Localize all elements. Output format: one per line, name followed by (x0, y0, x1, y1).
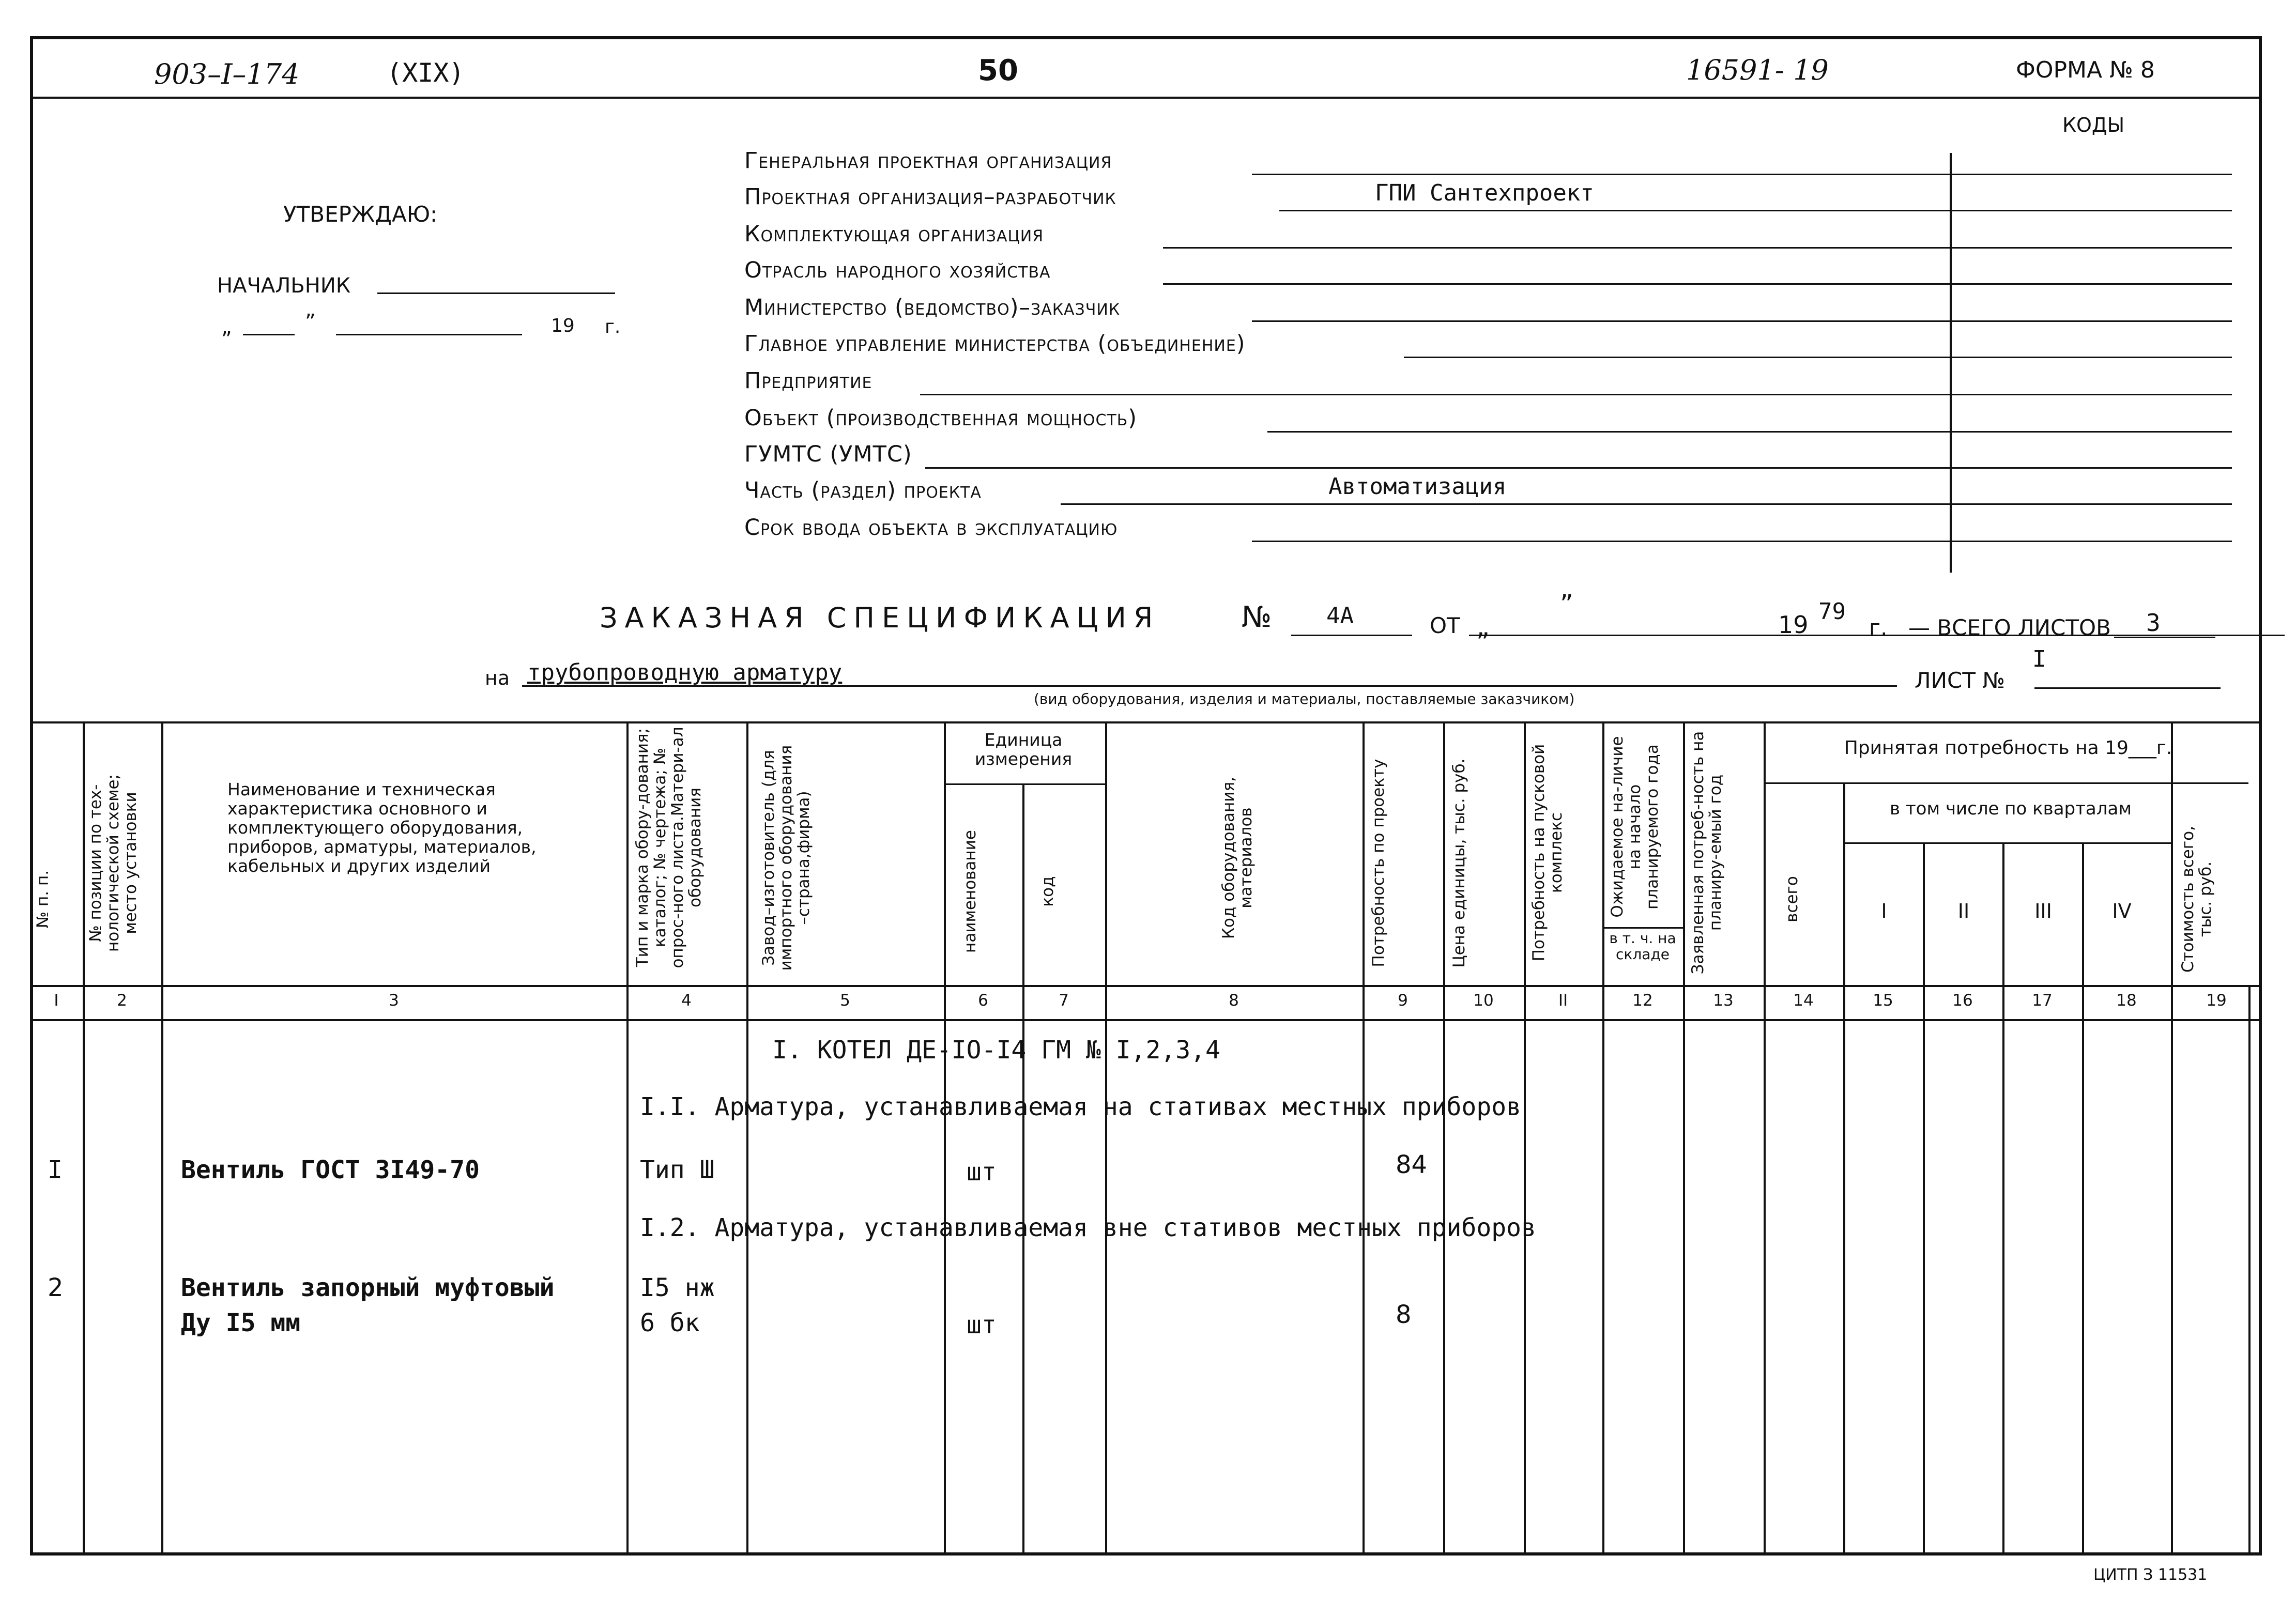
header-c19: Стоимость всего, тыс. руб. (2179, 826, 2215, 973)
column-divider (1443, 721, 1445, 1556)
column-divider (1602, 721, 1604, 1556)
column-number: 14 (1793, 991, 1814, 1010)
spec-year-suffix: г. (1869, 615, 1888, 640)
spec-sheet-line (2034, 687, 2221, 689)
column-divider (1764, 721, 1766, 1556)
column-divider (1923, 842, 1925, 1556)
spec-equipment-caption: (вид оборудования, изделия и материалы, поставляемые заказчиком) (1034, 690, 1575, 707)
column-number: 16 (1952, 991, 1973, 1010)
spec-sheet-label: ЛИСТ № (1915, 668, 2006, 693)
spec-total-sheets-value: 3 (2146, 609, 2161, 637)
spec-on-label: на (485, 667, 510, 689)
row-1-qty: 84 (1396, 1150, 1428, 1179)
date-quote-open: „ (221, 315, 232, 339)
spec-total-sheets-label: — ВСЕГО ЛИСТОВ (1908, 615, 2111, 640)
column-divider (2171, 721, 2173, 1556)
column-number: II (1558, 991, 1568, 1010)
spec-total-sheets-line (2114, 637, 2215, 638)
org-field-line (1252, 320, 2232, 322)
header-divider (30, 97, 2262, 99)
column-divider (1363, 721, 1365, 1556)
column-number: 2 (117, 991, 127, 1010)
header-c17: III (2034, 900, 2052, 922)
row-1-name: Вентиль ГОСТ 3I49-70 (181, 1156, 480, 1184)
spec-quote-1: ” (1560, 589, 1573, 619)
row-1-number: I (48, 1156, 63, 1184)
org-field-label: Объект (производственная мощность) (744, 405, 1138, 431)
org-field-value[interactable]: Автоматизация (1328, 473, 1507, 500)
column-divider (626, 721, 629, 1556)
unit-group-divider (944, 783, 1105, 785)
header-unit-group: Единица измерения (974, 730, 1073, 769)
column-number: 8 (1229, 991, 1239, 1010)
table-header-bottom (30, 985, 2262, 987)
org-field-line (1279, 210, 2232, 211)
quarters-group-divider (1843, 842, 2171, 844)
org-field-line (1252, 174, 2232, 175)
header-c14: всего (1783, 876, 1801, 922)
approve-label: УТВЕРЖДАЮ: (283, 202, 438, 227)
header-c7: код (1038, 876, 1057, 907)
org-field-label: Отрасль народного хозяйства (744, 257, 1051, 283)
header-c2: № позиции по тех-нологической схеме; место установки (86, 774, 141, 952)
column-divider (1683, 721, 1685, 1556)
header-c5: Завод–изготовитель (для импортного оборудования –страна,фирма) (759, 745, 814, 971)
column-number: 6 (978, 991, 988, 1010)
spec-sheet-value: I (2032, 646, 2046, 672)
header-c1: № п. п. (34, 870, 52, 929)
row-2-qty: 8 (1396, 1300, 1412, 1329)
page-number: 50 (978, 54, 1018, 87)
column-number: 17 (2032, 991, 2053, 1010)
org-field-line (1267, 431, 2232, 433)
column-number: 10 (1473, 991, 1494, 1010)
org-field-label: Часть (раздел) проекта (744, 478, 982, 503)
header-c6: наименование (961, 830, 979, 953)
column-number: 13 (1713, 991, 1734, 1010)
row-2-name-line2: Ду I5 мм (181, 1308, 301, 1337)
column-divider (2002, 842, 2004, 1556)
column-divider (1843, 782, 1845, 1556)
header-c13: Заявленная потреб-ность на планиру-емый год (1689, 731, 1725, 975)
column-divider (746, 721, 748, 1556)
org-field-line (1252, 541, 2232, 542)
spec-year-value: 79 (1818, 598, 1846, 625)
row-2-type-line2: 6 бк (640, 1308, 700, 1337)
row-2-unit: шт (967, 1311, 997, 1339)
codes-label: КОДЫ (2062, 114, 2125, 136)
column-number: 4 (681, 991, 692, 1010)
spec-number-value: 4А (1326, 603, 1354, 629)
org-field-label: Предприятие (744, 368, 873, 394)
date-year-prefix: 19 (551, 315, 575, 336)
header-accepted-group: Принятая потребность на 19___г. (1844, 737, 2172, 759)
header-c4: Тип и марка обору-дования; каталог; № чертежа; № опрос-ного листа.Матери-ал оборудования (633, 727, 705, 968)
form-label: ФОРМА № 8 (2016, 57, 2155, 83)
spec-title: ЗАКАЗНАЯ СПЕЦИФИКАЦИЯ (600, 602, 1160, 634)
table-right-extra (2248, 985, 2251, 1556)
header-quarters-group: в том числе по кварталам (1890, 798, 2132, 819)
org-field-line (1163, 247, 2232, 249)
column-number: I (54, 991, 59, 1010)
date-year-suffix: г. (605, 316, 621, 337)
column-number: 9 (1398, 991, 1408, 1010)
header-c18: IV (2112, 900, 2132, 922)
header-c10: Цена единицы, тыс. руб. (1450, 758, 1468, 968)
org-field-line (920, 394, 2232, 395)
row-1-unit: шт (967, 1158, 997, 1187)
org-field-label: Срок ввода объекта в эксплуатацию (744, 515, 1118, 541)
column-number: 15 (1873, 991, 1893, 1010)
inventory-number: 16591- 19 (1686, 54, 1829, 86)
header-c11: Потребность на пусковой комплекс (1529, 744, 1566, 962)
spec-equipment-value: трубопроводную арматуру (527, 659, 843, 686)
header-c8: Код оборудования, материалов (1219, 777, 1256, 939)
print-code: ЦИТП З 11531 (2093, 1566, 2208, 1584)
header-c12: Ожидаемое на-личие на начало планируемого года (1608, 736, 1662, 918)
org-field-label: Министерство (ведомство)–заказчик (744, 295, 1121, 320)
org-field-line (925, 467, 2232, 469)
header-c15: I (1881, 900, 1887, 922)
column-divider (944, 721, 946, 1556)
doc-code: 903–I–174 (154, 58, 300, 90)
header-c9: Потребность по проекту (1369, 759, 1388, 967)
column-divider (1524, 721, 1526, 1556)
chief-signature-line (377, 292, 615, 294)
section-1-1-heading: I.I. Арматура, устанавливаемая на стативах местных приборов (640, 1092, 1522, 1121)
org-field-label: Генеральная проектная организация (744, 148, 1112, 174)
chief-label: НАЧАЛЬНИК (217, 274, 351, 298)
codes-divider (1950, 153, 1952, 573)
date-quote-close: ” (305, 310, 316, 334)
column-divider (2082, 842, 2084, 1556)
org-field-line (1404, 357, 2232, 358)
row-2-name-line1: Вентиль запорный муфтовый (181, 1273, 555, 1302)
org-field-label: Главное управление министерства (объединение) (744, 331, 1246, 357)
column-number: 5 (840, 991, 850, 1010)
row-1-type: Тип Ш (640, 1156, 715, 1184)
row-2-number: 2 (48, 1273, 64, 1302)
column-divider (83, 721, 85, 1556)
column-number: 18 (2116, 991, 2137, 1010)
colnum-row-bottom (30, 1019, 2262, 1021)
section-1-2-heading: I.2. Арматура, устанавливаемая вне стативов местных приборов (640, 1213, 1536, 1242)
row-2-type-line1: I5 нж (640, 1273, 715, 1302)
column-divider (1022, 783, 1024, 1556)
org-field-line (1061, 503, 2232, 505)
column-number: 12 (1632, 991, 1653, 1010)
c12-sub-divider (1602, 927, 1683, 929)
org-field-line (1163, 283, 2232, 285)
org-field-value[interactable]: ГПИ Сантехпроект (1375, 180, 1594, 206)
spec-from-label: ОТ (1430, 613, 1460, 638)
header-c16: II (1957, 900, 1970, 922)
table-top-border (30, 721, 2262, 723)
org-field-label: Комплектующая организация (744, 221, 1044, 247)
column-divider (1105, 721, 1107, 1556)
column-number: 7 (1059, 991, 1069, 1010)
date-day-line (243, 334, 295, 335)
doc-part: (XIX) (387, 58, 465, 88)
accepted-group-divider (1764, 782, 2248, 784)
section-1-heading: I. КОТЕЛ ДЕ-IO-I4 ГМ № I,2,3,4 (772, 1036, 1220, 1065)
column-number: 3 (389, 991, 399, 1010)
column-divider (161, 721, 163, 1556)
spec-quote-2: ” (1476, 627, 1490, 657)
header-c3: Наименование и техническая характеристика основного и комплектующего оборудования, приборов, арматуры, материалов, кабельных и других изделий (227, 779, 537, 876)
date-month-line (336, 334, 522, 335)
spec-number-label: № (1242, 600, 1272, 634)
header-c12-sub: в т. ч. на складе (1609, 930, 1676, 963)
org-field-label: ГУМТС (УМТС) (744, 441, 912, 467)
spec-number-line (1291, 635, 1412, 636)
spec-year-prefix: 19 (1778, 611, 1809, 639)
org-field-label: Проектная организация–разработчик (744, 184, 1116, 210)
column-number: 19 (2206, 991, 2227, 1010)
